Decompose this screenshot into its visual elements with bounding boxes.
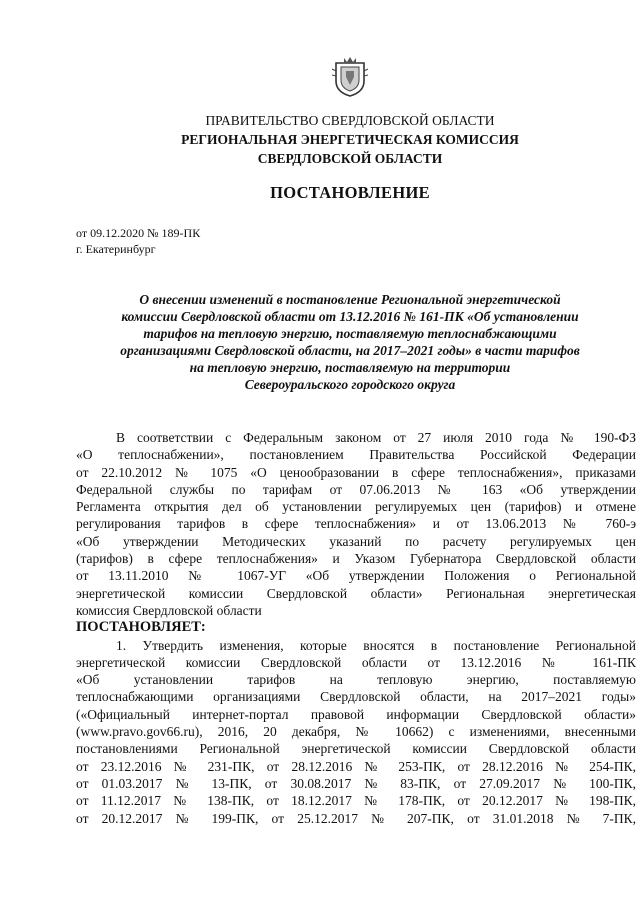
government-name: ПРАВИТЕЛЬСТВО СВЕРДЛОВСКОЙ ОБЛАСТИ [205, 113, 495, 128]
item-line: от 23.12.2016 № 231-ПК, от 28.12.2016 № 253-ПК, от 28.12.2016 № 254-ПК, [76, 758, 636, 774]
document-body [76, 429, 636, 827]
preamble-line: энергетической комиссии Свердловской области» Региональная энергетическая [76, 585, 636, 601]
item-line: (www.pravo.gov66.ru), 2016, 20 декабря, № 10662) с изменениями, внесенными [76, 724, 636, 740]
preamble-line: Регламента открытия дел об установлении регулируемых цен (тарифов) и отмене [76, 499, 636, 515]
preamble-line: В соответствии с Федеральным законом от 27 июля 2010 года № 190-ФЗ [116, 430, 636, 445]
preamble-line: регулирования тарифов в сфере теплоснабжения» и от 13.06.2013 № 760-э [76, 516, 636, 532]
item-line: «Об установлении тарифов на тепловую энергию, поставляемую [76, 672, 636, 688]
subject-line: О внесении изменений в постановление Региональной энергетической [139, 292, 561, 307]
date-number: от 09.12.2020 № 189-ПК [76, 226, 201, 240]
commission-name: РЕГИОНАЛЬНАЯ ЭНЕРГЕТИЧЕСКАЯ КОМИССИЯ [181, 132, 519, 147]
preamble-line: «О теплоснабжении», постановлением Правительства Российской Федерации [76, 447, 636, 463]
city-name: г. Екатеринбург [76, 242, 156, 256]
preamble-line: (тарифов) в сфере теплоснабжения» и Указом Губернатора Свердловской области [76, 551, 636, 567]
preamble-line: от 22.10.2012 № 1075 «О ценообразовании в сфере теплоснабжения», приказами [76, 464, 636, 480]
subject-line: комиссии Свердловской области от 13.12.2016 № 161-ПК «Об установлении [121, 309, 579, 324]
document-subject [80, 291, 620, 393]
preamble-line: комиссия Свердловской области [76, 602, 262, 618]
item-line: от 20.12.2017 № 199-ПК, от 25.12.2017 № 207-ПК, от 31.01.2018 № 7-ПК, [76, 810, 636, 826]
item-line: постановлениями Региональной энергетической комиссии Свердловской области [76, 741, 636, 757]
coat-of-arms-emblem [330, 55, 370, 97]
subject-line: организациями Свердловской области, на 2017–2021 годы» в части тарифов [120, 343, 580, 358]
preamble-line: от 13.11.2010 № 1067-УГ «Об утверждении Положения о Региональной [76, 568, 636, 584]
commission-region: СВЕРДЛОВСКОЙ ОБЛАСТИ [257, 151, 443, 166]
item-line: («Официальный интернет-портал правовой информации Свердловской области» [76, 706, 636, 722]
subject-line: Североуральского городского округа [244, 377, 456, 392]
item-line: 1. Утвердить изменения, которые вносятся в постановление Региональной [116, 637, 636, 653]
subject-line: на тепловую энергию, поставляемую на территории [189, 360, 511, 375]
preamble-line: «Об утверждении Методических указаний по расчету регулируемых цен [76, 533, 636, 549]
preamble-line: Федеральной службы по тарифам от 07.06.2013 № 163 «Об утверждении [76, 481, 636, 497]
item-line: от 01.03.2017 № 13-ПК, от 30.08.2017 № 83-ПК, от 27.09.2017 № 100-ПК, [76, 775, 636, 791]
document-title: ПОСТАНОВЛЕНИЕ [270, 183, 430, 202]
item-line: энергетической комиссии Свердловской области от 13.12.2016 № 161-ПК [76, 654, 636, 670]
item-line: от 11.12.2017 № 138-ПК, от 18.12.2017 № 178-ПК, от 20.12.2017 № 198-ПК, [76, 793, 636, 809]
item-line: теплоснабжающими организациями Свердловской области, на 2017–2021 годы» [76, 689, 636, 705]
subject-line: тарифов на тепловую энергию, поставляемую теплоснабжающими [143, 326, 557, 341]
resolve-label: ПОСТАНОВЛЯЕТ: [76, 619, 206, 636]
